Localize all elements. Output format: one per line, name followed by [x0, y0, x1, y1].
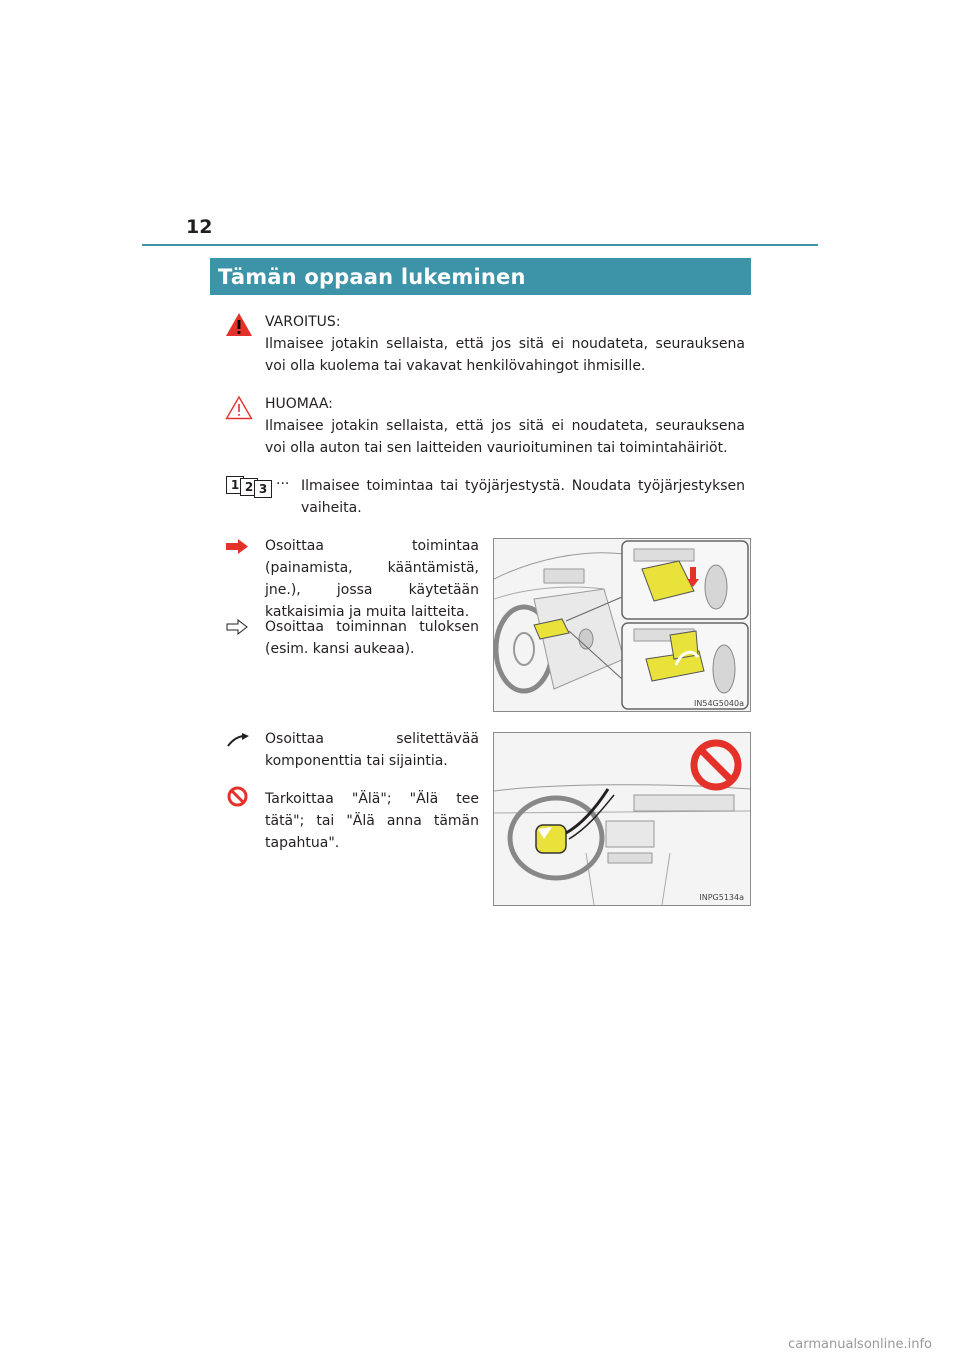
- step-number-1: 1: [226, 476, 244, 494]
- curved-pointer-arrow-icon: [226, 733, 250, 747]
- warning-text: Ilmaisee jotakin sellaista, että jos sitä ei noudateta, seurauksena voi olla kuolema tai vakavat henkilövahingot ihmisille.: [265, 336, 745, 374]
- notice-text: Ilmaisee jotakin sellaista, että jos sitä ei noudateta, seurauksena voi olla auton tai sen laitteiden vaurioituminen tai toimintahäiriöt.: [265, 418, 745, 456]
- red-action-arrow-icon: [226, 539, 248, 554]
- prohibited-text: Tarkoittaa "Älä"; "Älä tee tätä"; tai "Älä anna tämän tapahtua".: [265, 791, 479, 851]
- component-text: Osoittaa selitettävää komponenttia tai sijaintia.: [265, 731, 479, 769]
- console-figure-code: IN54G5040a: [694, 699, 744, 708]
- outline-result-arrow-icon: [226, 619, 248, 635]
- warning-heading: VAROITUS:: [265, 314, 341, 330]
- step-numbers-icon: [226, 476, 276, 496]
- result-text: Osoittaa toiminnan tuloksen (esim. kansi aukeaa).: [265, 619, 479, 657]
- step-number-3: 3: [254, 480, 272, 498]
- dashboard-drawing: [494, 733, 750, 905]
- action-text: Osoittaa toimintaa (painamista, kääntämistä, jne.), jossa käytetään katkaisimia ja muita laitteita.: [265, 538, 479, 620]
- footer-watermark: carmanualsonline.info: [788, 1337, 932, 1352]
- section-title: Tämän oppaan lukeminen: [218, 264, 526, 289]
- warning-filled-triangle-icon: [225, 312, 253, 337]
- step-number-2: 2: [240, 478, 258, 496]
- page-number: 12: [186, 216, 213, 238]
- console-illustration: [493, 538, 751, 712]
- notice-heading: HUOMAA:: [265, 396, 333, 412]
- prohibition-icon: [227, 786, 248, 807]
- console-drawing: [494, 539, 750, 711]
- steps-text: Ilmaisee toimintaa tai työjärjestystä. Noudata työjärjestyksen vaiheita.: [301, 478, 745, 516]
- dashboard-illustration: [493, 732, 751, 906]
- header-rule: [142, 244, 818, 246]
- section-header: [210, 258, 751, 295]
- dashboard-figure-code: INPG5134a: [699, 893, 744, 902]
- notice-outline-triangle-icon: [225, 395, 253, 420]
- steps-dots: ···: [276, 476, 290, 492]
